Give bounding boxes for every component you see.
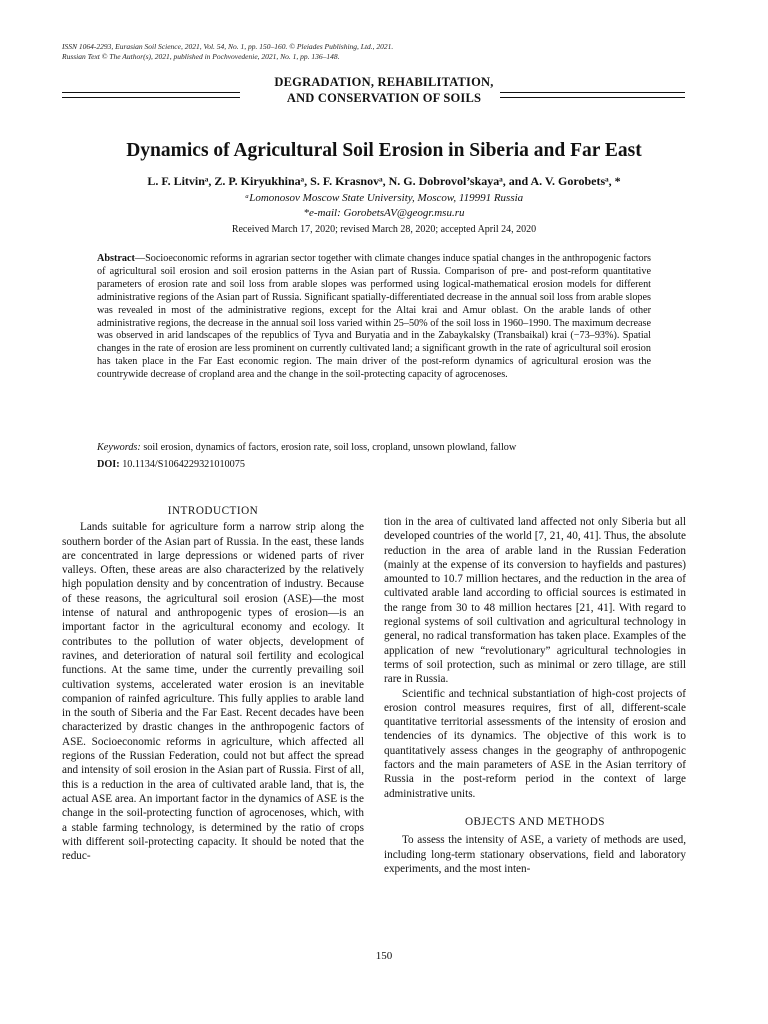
methods-heading: OBJECTS AND METHODS <box>464 815 606 828</box>
journal-meta-line-2: Russian Text © The Author(s), 2021, published in Pochvovedenie, 2021, No. 1, pp. 136–148. <box>62 52 340 61</box>
abstract-text: —Socioeconomic reforms in agrarian sector together with climate changes induce spatial changes in the anthropogenic factors of agricultural soil erosion and soil erosion patterns in the Asian part of Russia. Comparison of pre- and post-reform quantitative parameters of erosion rate and soil loss from arable slopes was performed using logical-mathematical erosion models for different administrative regions of the Asian part of Russia. Significant spatially-differentiated decrease in the annual soil loss from arable slopes was revealed in most of the administrative regions, except for the Altai krai and Amur oblast. On the arable lands of other administrative regions, the decrease in the annual soil loss varied within 25–50% of the soil loss in 1960–1990. The maximum decrease was observed in arid landscapes of the republics of Tyva and Buryatia and in the Zabaykalsky (Transbaikal) krai (−73–93%). Spatial changes in the rate of erosion are less prominent on currently cultivated land; a significant growth in the rate of agricultural soil erosion has taken place in the Far East economic region. The main driver of the post-reform dynamics of agricultural erosion was the countrywide decrease of cropland area and the change in the soil-protecting capacity of agrocenoses. <box>97 253 651 381</box>
keywords <box>97 441 651 455</box>
section-title-line-1: DEGRADATION, REHABILITATION, <box>274 75 494 89</box>
journal-meta-line-1: ISSN 1064-2293, Eurasian Soil Science, 2021, Vol. 54, No. 1, pp. 150–160. © Pleiades Publishing, Ltd., 2021. <box>62 42 394 51</box>
doi-label: DOI: <box>97 459 120 470</box>
affiliation-line: ᵃLomonosov Moscow State University, Moscow, 119991 Russia <box>244 192 524 204</box>
author-affiliation <box>0 191 768 221</box>
corresponding-email: *e-mail: GorobetsAV@geogr.msu.ru <box>303 207 465 219</box>
section-title-line-2: AND CONSERVATION OF SOILS <box>286 91 482 105</box>
abstract <box>97 253 651 382</box>
doi <box>97 458 651 472</box>
journal-meta <box>62 42 393 62</box>
methods-paragraph-1: To assess the intensity of ASE, a variety of methods are used, including long-term stationary observations, field and laboratory experiments, and the most inten- <box>384 834 686 875</box>
doi-link[interactable]: 10.1134/S1064229321010075 <box>119 459 245 470</box>
abstract-label: Abstract <box>97 253 135 264</box>
received-dates: Received March 17, 2020; revised March 28, 2020; accepted April 24, 2020 <box>231 224 537 235</box>
introduction-paragraph-1-continued: tion in the area of cultivated land affected not only Siberia but all developed countries of the world [7, 21, 40, 41]. Thus, the absolute reduction in the area of arable land in the Russian Federation (mainly at the expense of its conversion to hayfields and pastures) amounted to 10.7 million hectares, and the reduction in the area of cultivated arable land according to official sources is estimated in the range from 30 to 48 million hectares [21, 41]. With regard to regional systems of soil cultivation and agricultural technology in general, no radical transformation has taken place. Examples of the application of new “revolutionary” agricultural technologies in terms of soil protection, such as minimal or zero tillage, are still rare in Russia. <box>384 516 686 686</box>
introduction-heading: INTRODUCTION <box>167 505 259 517</box>
body-column-right <box>384 515 686 876</box>
article-title: Dynamics of Agricultural Soil Erosion in Siberia and Far East <box>126 140 642 161</box>
introduction-paragraph-1: Lands suitable for agriculture form a narrow strip along the southern border of the Asian part of Russia. In the east, these lands are concentrated in large depressions or widened parts of river valleys. Often, these areas are also characterized by the relatively high population density and by concentration of industry. Because of these reasons, the agricultural soil erosion (ASE)—the most intense of natural and anthropogenic types of erosion—is an important factor in the agricultural economy and ecology. It contributes to the pollution of water objects, development of ravines, and deterioration of natural soil fertility and ecological functions. At the same time, under the currently prevailing soil cultivation systems, accelerated water erosion is an inevitable companion of rainfed agriculture. This fully applies to arable land in the south of Siberia and the Far East. Recent decades have been characterized by drastic changes in the anthropogenic factors of ASE. Socioeconomic reforms in agriculture, which affected all regions of the Russian Federation, could not but affect the spread and intensity of soil erosion in the Asian part of Russia. First of all, this is a reduction in the area of cultivated arable land, that is, the actual ASE area. An important factor in the dynamics of ASE is the change in the soil-protecting function of agrocenoses, which, with a stable farming technology, is determined by the ratio of crops with different soil-protecting capacity. It should be noted that the reduc- <box>62 521 364 863</box>
journal-section-title <box>0 74 768 106</box>
page-number: 150 <box>375 950 393 962</box>
introduction-paragraph-2: Scientific and technical substantiation of high-cost projects of erosion control measures requires, first of all, different-scale quantitative territorial assessments of the intensity of erosion and tendencies of its dynamics. The objective of this work is to quantitatively assess changes in the geography of anthropogenic factors and the main parameters of ASE in the Asian territory of Russia in the post-reform period in the context of large administrative units. <box>384 687 686 800</box>
keywords-label: Keywords: <box>97 442 141 453</box>
body-column-left <box>62 504 364 863</box>
article-authors: L. F. Litvinᵃ, Z. P. Kiryukhinaᵃ, S. F. Krasnovᵃ, N. G. Dobrovol’skayaᵃ, and A. V. Gorobetsᵃ, * <box>147 174 621 188</box>
keywords-text: soil erosion, dynamics of factors, erosion rate, soil loss, cropland, unsown plowland, fallow <box>140 442 517 453</box>
